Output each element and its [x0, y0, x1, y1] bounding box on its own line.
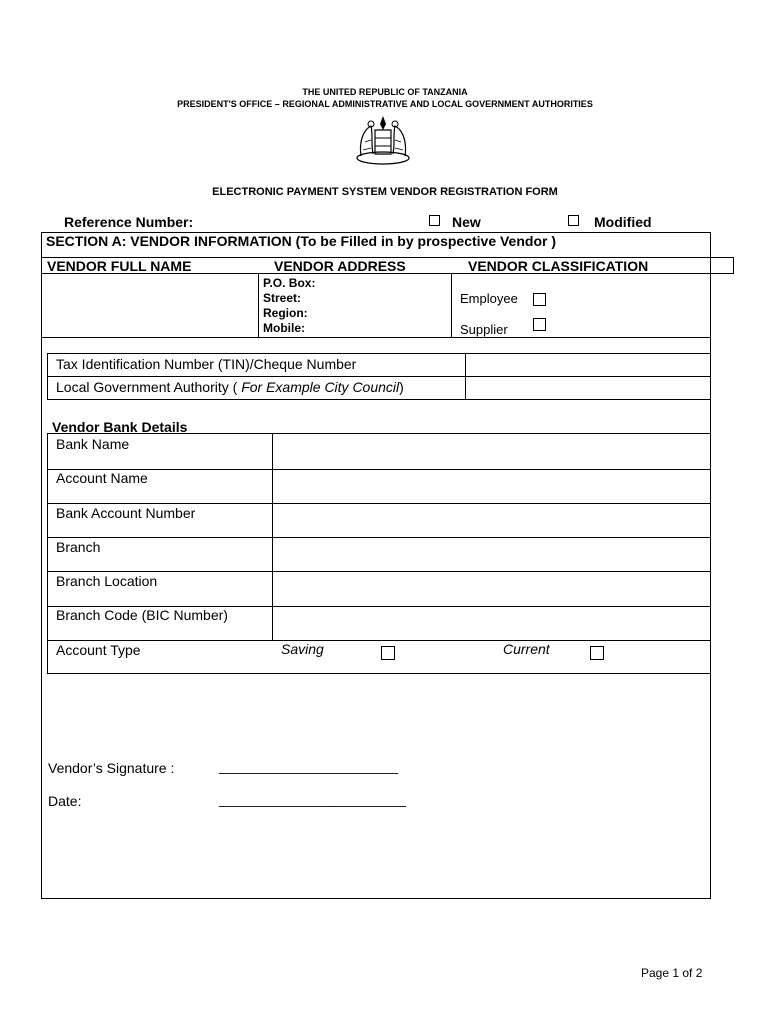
bank-name-label: Bank Name	[56, 436, 130, 452]
branch-location-input[interactable]	[273, 572, 710, 606]
branch-input[interactable]	[273, 538, 710, 571]
address-fields	[263, 276, 315, 336]
vendor-address-header: VENDOR ADDRESS	[274, 258, 406, 274]
date-label: Date:	[48, 793, 82, 809]
bank-account-number-label: Bank Account Number	[56, 505, 196, 521]
new-label: New	[452, 214, 481, 230]
lga-label-prefix: Local Government Authority (	[56, 379, 242, 395]
lga-label-example: For Example City Council	[241, 379, 400, 395]
branch-label: Branch	[56, 539, 101, 555]
page-number: Page 1 of 2	[641, 966, 703, 980]
vendor-col-divider-2	[451, 274, 452, 338]
vendor-full-name-header: VENDOR FULL NAME	[47, 258, 192, 274]
lga-label	[56, 379, 404, 395]
street-label[interactable]: Street:	[263, 291, 302, 305]
reference-number-label: Reference Number:	[64, 214, 194, 230]
lga-label-suffix: )	[399, 379, 404, 395]
branch-code-label: Branch Code (BIC Number)	[56, 607, 228, 623]
po-box-label[interactable]: P.O. Box:	[263, 276, 316, 290]
current-checkbox[interactable]	[590, 646, 604, 660]
new-checkbox[interactable]	[429, 215, 440, 226]
form-title: ELECTRONIC PAYMENT SYSTEM VENDOR REGISTRATION FORM	[212, 186, 558, 198]
saving-checkbox[interactable]	[381, 646, 395, 660]
vendor-signature-line[interactable]: _______________________	[219, 758, 399, 774]
modified-label: Modified	[594, 214, 652, 230]
current-label: Current	[503, 641, 550, 657]
tin-label: Tax Identification Number (TIN)/Cheque Number	[56, 356, 357, 372]
vendor-row-bottom-border	[41, 337, 711, 338]
branch-location-label: Branch Location	[56, 573, 158, 589]
saving-label: Saving	[281, 641, 324, 657]
employee-label: Employee	[460, 291, 518, 306]
coat-of-arms-icon	[353, 112, 413, 166]
account-name-label: Account Name	[56, 470, 148, 486]
mobile-label[interactable]: Mobile:	[263, 321, 305, 335]
modified-checkbox[interactable]	[568, 215, 579, 226]
region-label[interactable]: Region:	[263, 306, 308, 320]
bank-name-input[interactable]	[273, 434, 710, 469]
supplier-checkbox[interactable]	[533, 318, 546, 331]
account-name-input[interactable]	[273, 470, 710, 503]
republic-heading: THE UNITED REPUBLIC OF TANZANIA	[302, 87, 468, 97]
section-a-title: SECTION A: VENDOR INFORMATION (To be Filled in by prospective Vendor )	[46, 233, 556, 249]
vendor-classification-header: VENDOR CLASSIFICATION	[468, 258, 649, 274]
ministry-heading: PRESIDENT'S OFFICE – REGIONAL ADMINISTRATIVE AND LOCAL GOVERNMENT AUTHORITIES	[177, 99, 593, 109]
supplier-label: Supplier	[460, 322, 508, 337]
tin-input[interactable]	[466, 354, 710, 376]
date-line[interactable]: ________________________	[219, 791, 406, 807]
lga-input[interactable]	[466, 377, 710, 399]
bank-details-title: Vendor Bank Details	[52, 419, 188, 435]
branch-code-input[interactable]	[273, 607, 710, 640]
bank-row-divider-6	[47, 640, 711, 641]
vendor-col-divider-1	[258, 274, 259, 338]
account-type-label: Account Type	[56, 642, 141, 658]
vendor-signature-label: Vendor’s Signature :	[48, 760, 175, 776]
bank-account-number-input[interactable]	[273, 504, 710, 537]
employee-checkbox[interactable]	[533, 293, 546, 306]
